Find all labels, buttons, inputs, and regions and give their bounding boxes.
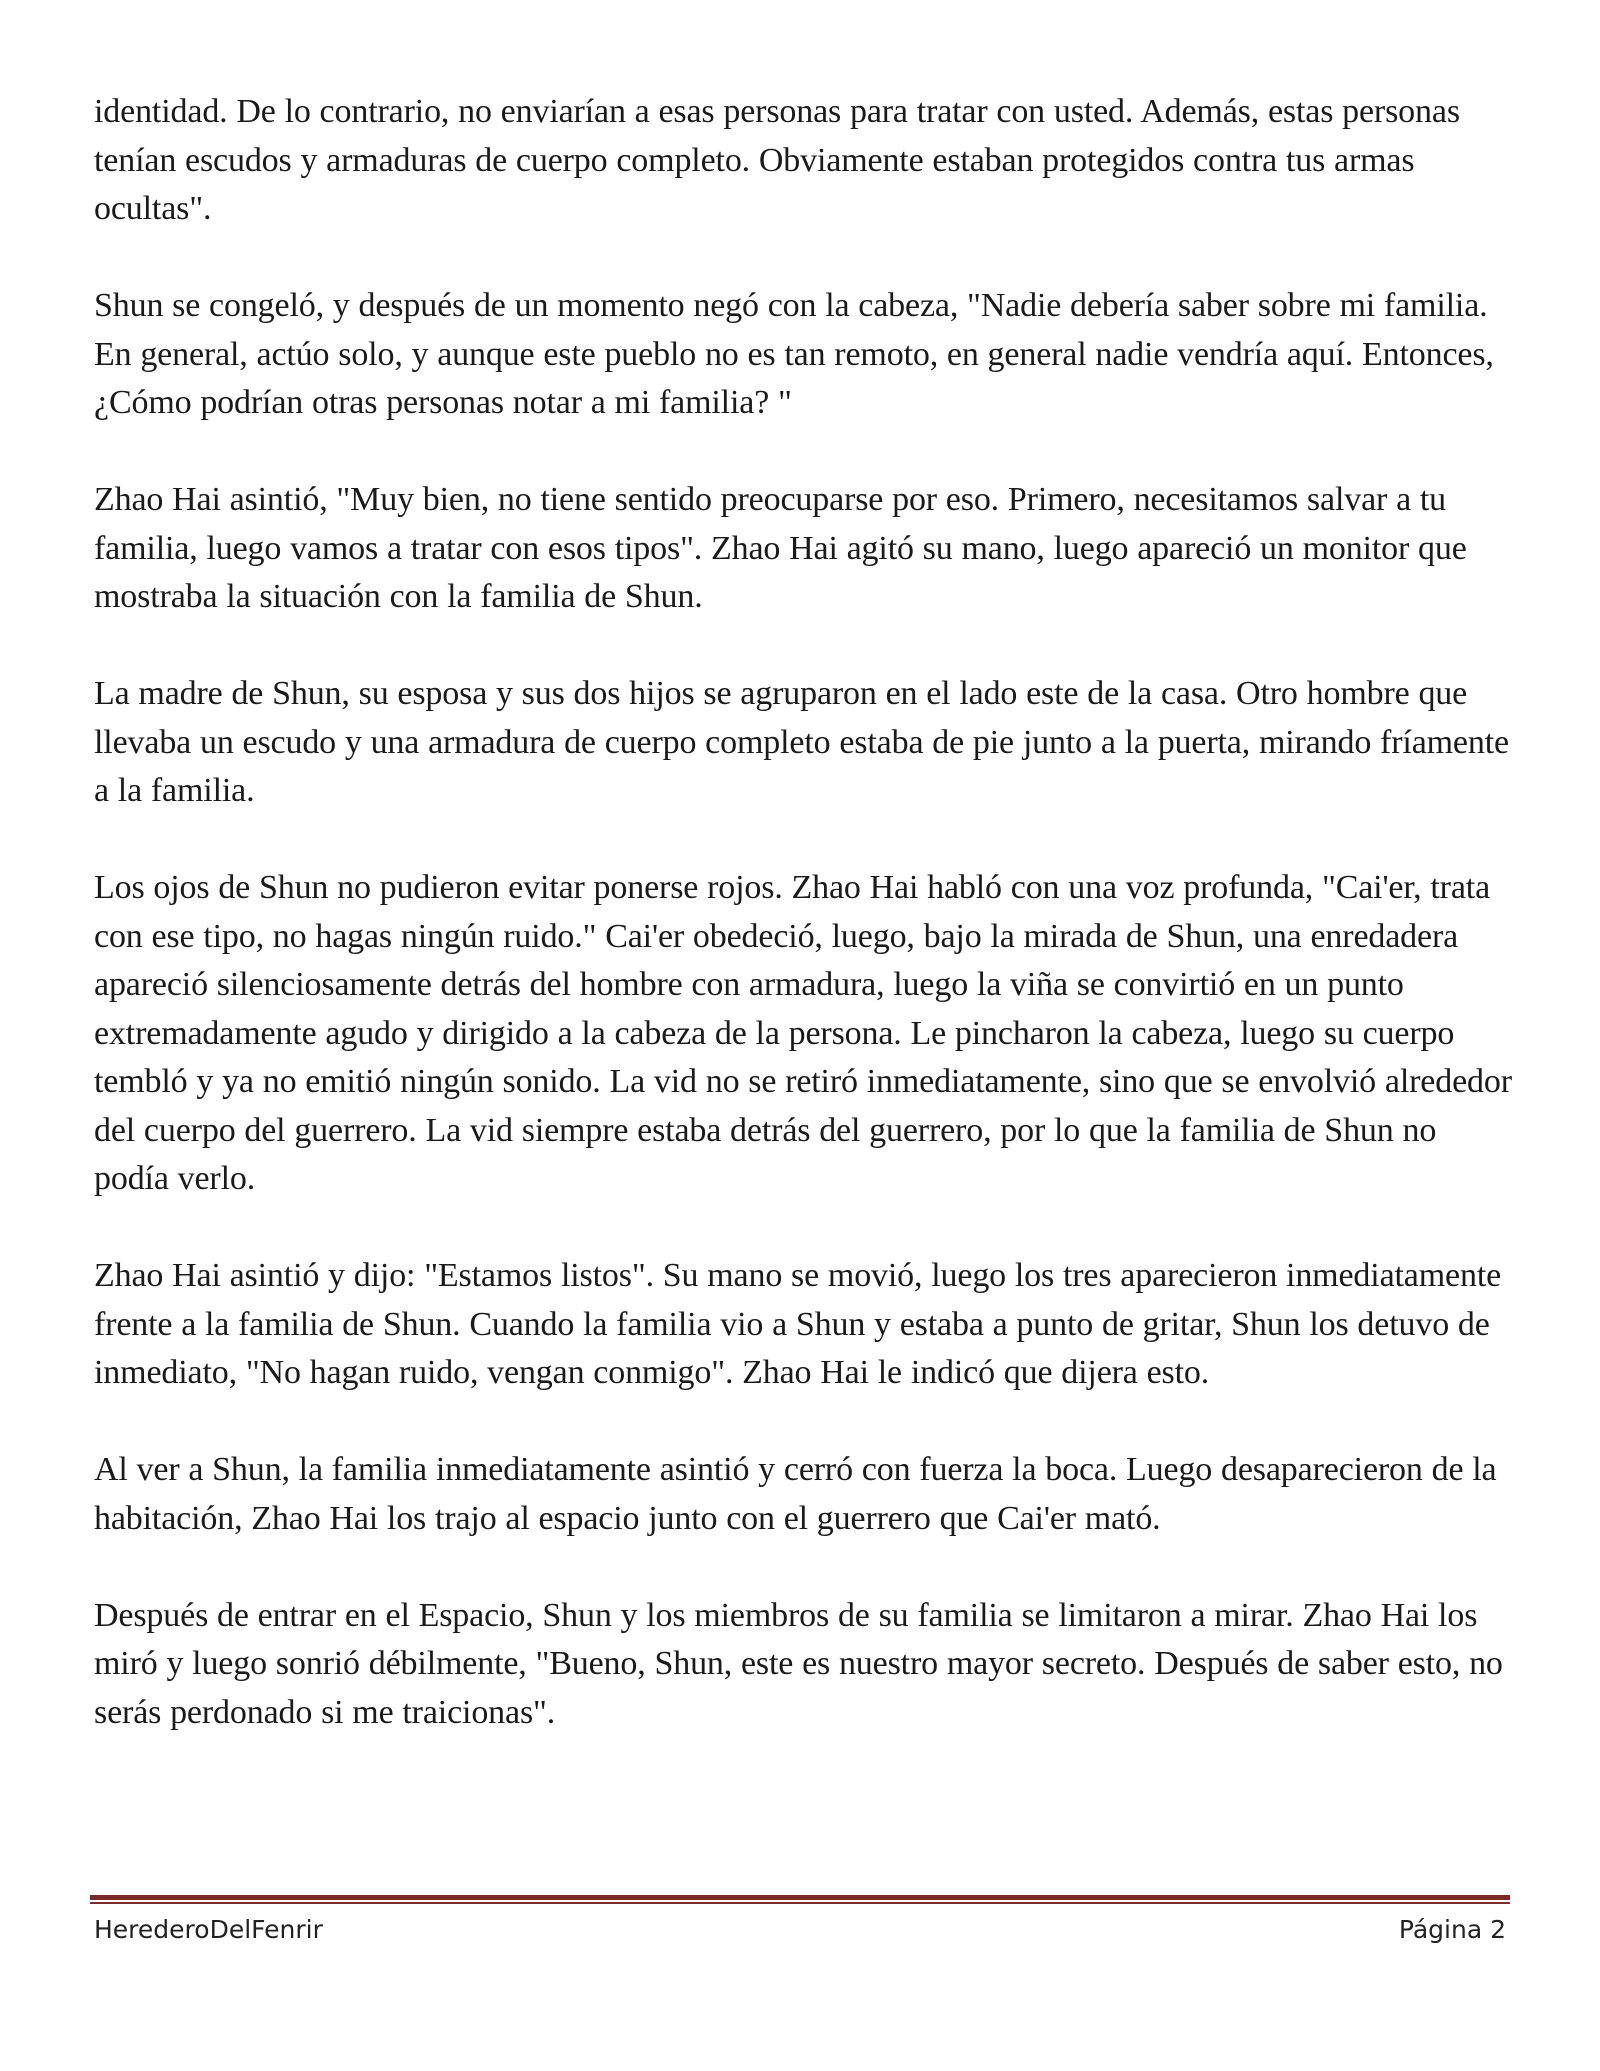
footer-divider-thick-line bbox=[90, 1895, 1510, 1900]
paragraph-6: Zhao Hai asintió y dijo: "Estamos listos". Su mano se movió, luego los tres aparecieron inmediatamente frente a la familia de Shun. Cuando la familia vio a Shun y estaba a punto de gritar, Shun los detuvo de inmediato, "No hagan ruido, vengan conmigo". Zhao Hai le indicó que dijera esto. bbox=[94, 1257, 1502, 1391]
paragraph-4: La madre de Shun, su esposa y sus dos hijos se agruparon en el lado este de la casa. Otro hombre que llevaba un escudo y una armadura de cuerpo completo estaba de pie junto a la puerta, mirando fríamente a la familia. bbox=[94, 675, 1509, 809]
paragraph-1: identidad. De lo contrario, no enviarían a esas personas para tratar con usted. Además, estas personas tenían escudos y armaduras de cuerpo completo. Obviamente estaban protegidos contra tus armas ocultas". bbox=[94, 93, 1460, 227]
page-body bbox=[94, 88, 1514, 1786]
footer-author: HerederoDelFenrir bbox=[94, 1915, 323, 1944]
paragraph-3: Zhao Hai asintió, "Muy bien, no tiene sentido preocuparse por eso. Primero, necesitamos salvar a tu familia, luego vamos a tratar con esos tipos". Zhao Hai agitó su mano, luego apareció un monitor que mostraba la situación con la familia de Shun. bbox=[94, 481, 1467, 615]
page-footer bbox=[94, 1915, 1506, 1944]
paragraph-2: Shun se congeló, y después de un momento negó con la cabeza, "Nadie debería saber sobre mi familia. En general, actúo solo, y aunque este pueblo no es tan remoto, en general nadie vendría aquí. Entonces, ¿Cómo podrían otras personas notar a mi familia? " bbox=[94, 287, 1494, 421]
paragraph-8: Después de entrar en el Espacio, Shun y los miembros de su familia se limitaron a mirar. Zhao Hai los miró y luego sonrió débilmente, "Bueno, Shun, este es nuestro mayor secreto. Después de saber esto, no serás perdonado si me traicionas". bbox=[94, 1596, 1503, 1731]
footer-divider-thin-line bbox=[90, 1902, 1510, 1904]
paragraph-5: Los ojos de Shun no pudieron evitar ponerse rojos. Zhao Hai habló con una voz profunda, "Cai'er, trata con ese tipo, no hagas ningún ruido." Cai'er obedeció, luego, bajo la mirada de Shun, una enredadera apareció silenciosamente detrás del hombre con armadura, luego la viña se convirtió en un punto extremadamente agudo y dirigido a la cabeza de la persona. Le pincharon la cabeza, luego su cuerpo tembló y ya no emitió ningún sonido. La vid no se retiró inmediatamente, sino que se envolvió alrededor del cuerpo del guerrero. La vid siempre estaba detrás del guerrero, por lo que la familia de Shun no podía verlo. bbox=[94, 869, 1512, 1197]
footer-divider bbox=[90, 1895, 1510, 1905]
footer-page-number: Página 2 bbox=[1398, 1915, 1506, 1944]
paragraph-7: Al ver a Shun, la familia inmediatamente asintió y cerró con fuerza la boca. Luego desaparecieron de la habitación, Zhao Hai los trajo al espacio junto con el guerrero que Cai'er mató. bbox=[94, 1451, 1497, 1537]
